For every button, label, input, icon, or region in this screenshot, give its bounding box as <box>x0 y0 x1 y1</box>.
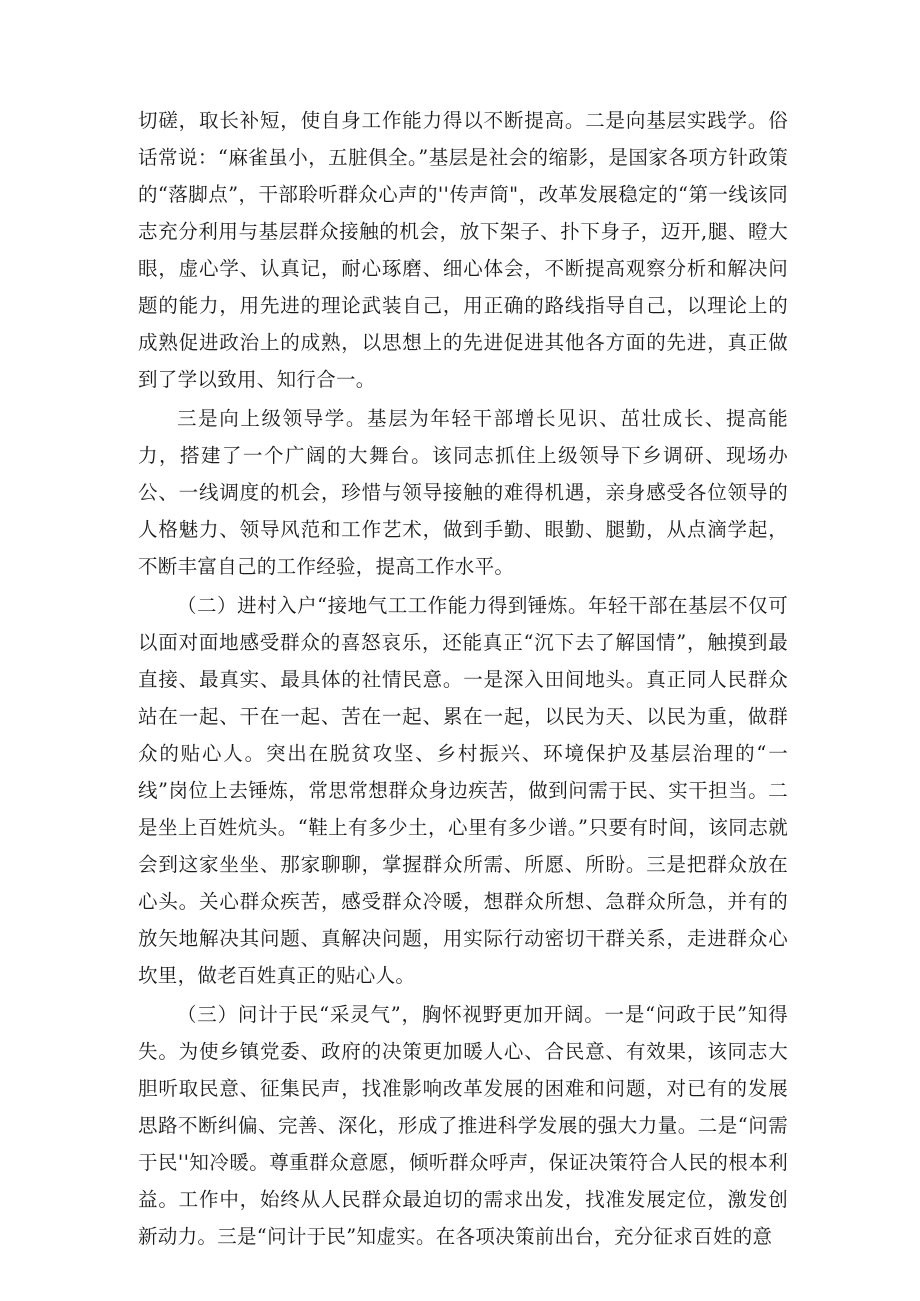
paragraph-2: 三是向上级领导学。基层为年轻干部增长见识、茁壮成长、提高能力，搭建了一个广阔的大舞台。该同志抓住上级领导下乡调研、现场办公、一线调度的机会，珍惜与领导接触的难得机遇，亲身感受各位领导的人格魅力、领导风范和工作艺术，做到手勤、眼勤、腿勤，从点滴学起，不断丰富自己的工作经验，提高工作水平。 <box>138 407 788 578</box>
paragraph-4: （三）问计于民“采灵气”，胸怀视野更加开阔。一是“问政于民”知得失。为使乡镇党委、政府的决策更加暖人心、合民意、有效果，该同志大胆听取民意、征集民声，找准影响改革发展的困难和问题，对已有的发展思路不断纠偏、完善、深化，形成了推进科学发展的强大力量。二是“问需于民''知冷暖。尊重群众意愿，倾听群众呼声，保证决策符合人民的根本利益。工作中，始终从人民群众最迫切的需求出发，找准发展定位，激发创新动力。三是“问计于民”知虚实。在各项决策前出台，充分征求百姓的意 <box>138 1003 788 1248</box>
paragraph-1: 切磋，取长补短，使自身工作能力得以不断提高。二是向基层实践学。俗话常说：“麻雀虽小，五脏俱全。”基层是社会的缩影，是国家各项方针政策的“落脚点”，干部聆听群众心声的''传声筒"，改革发展稳定的“第一线该同志充分利用与基层群众接触的机会，放下架子、扑下身子，迈开,腿、瞪大眼，虚心学、认真记，耐心琢磨、细心体会，不断提高观察分析和解决问题的能力，用先进的理论武装自己，用正确的路线指导自己，以理论上的成熟促进政治上的成熟，以思想上的先进促进其他各方面的先进，真正做到了学以致用、知行合一。 <box>138 109 788 391</box>
document-page <box>138 102 788 1255</box>
paragraph-3: （二）进村入户“接地气工工作能力得到锤炼。年轻干部在基层不仅可以面对面地感受群众的喜怒哀乐，还能真正“沉下去了解国情”，触摸到最直接、最真实、最具体的社情民意。一是深入田间地头。真正同人民群众站在一起、干在一起、苦在一起、累在一起，以民为天、以民为重，做群众的贴心人。突出在脱贫攻坚、乡村振兴、环境保护及基层治理的“一线”岗位上去锤炼，常思常想群众身边疾苦，做到问需于民、实干担当。二是坐上百姓炕头。“鞋上有多少土，心里有多少谱。”只要有时间，该同志就会到这家坐坐、那家聊聊，掌握群众所需、所愿、所盼。三是把群众放在心头。关心群众疾苦，感受群众冷暖，想群众所想、急群众所急，并有的放矢地解决其问题、真解决问题，用实际行动密切干群关系，走进群众心坎里，做老百姓真正的贴心人。 <box>138 594 788 987</box>
